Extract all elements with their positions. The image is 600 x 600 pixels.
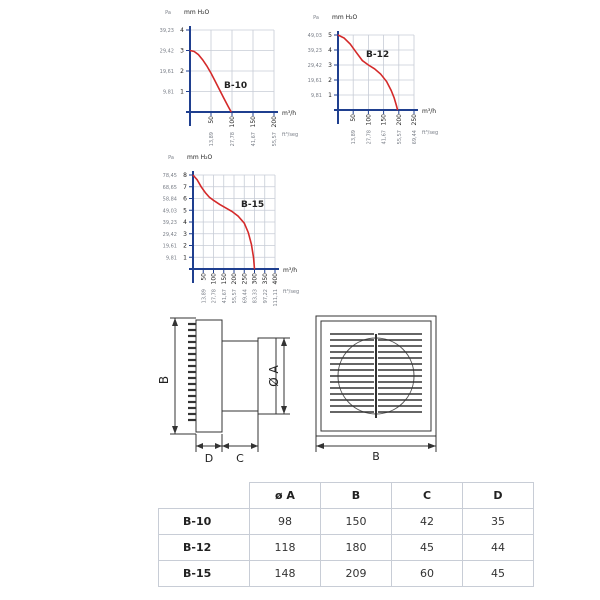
table-row [159, 509, 534, 535]
table-header-d: D [463, 483, 534, 509]
x-tick-label: 150 [380, 114, 388, 126]
pa-tick-label: 29,42 [159, 48, 174, 55]
front-view-drawing [316, 316, 436, 452]
x-tick-label: 50 [350, 114, 358, 122]
pa-tick-label: 29,42 [162, 231, 177, 238]
ft-tick-label: 13,89 [351, 130, 358, 145]
table-row [159, 535, 534, 561]
curve-point [219, 89, 220, 90]
ft-tick-label: 13,89 [201, 289, 208, 304]
pa-tick-label: 9,81 [310, 93, 322, 99]
unit-pa: Pa [168, 155, 174, 161]
unit-m3h: m³/h [283, 267, 298, 274]
side-fan-body [222, 341, 258, 411]
y-tick-label: 2 [328, 77, 332, 84]
curve-point [213, 200, 214, 201]
curve-point [201, 186, 202, 187]
ft-tick-label: 55,57 [232, 289, 238, 304]
x-tick-label: 100 [365, 114, 373, 126]
ft-tick-label: 69,44 [242, 289, 249, 304]
side-grille-plate [196, 320, 222, 432]
ft-tick-label: 55,57 [396, 130, 403, 145]
curve-point [202, 59, 203, 60]
curve-point [248, 232, 249, 233]
unit-pa: Pa [165, 10, 171, 16]
ft-tick-label: 27,78 [211, 289, 218, 304]
side-dim-c-label: C [236, 452, 244, 465]
curve-point [209, 197, 210, 198]
curve-point [211, 73, 212, 74]
table-row-model: B-12 [159, 535, 250, 561]
curve-point [251, 244, 252, 245]
y-tick-label: 3 [183, 230, 187, 238]
x-tick-label: 50 [208, 116, 215, 124]
chart-b10 [160, 9, 299, 146]
pa-tick-label: 9,81 [162, 89, 174, 96]
ft-tick-label: 27,78 [230, 132, 236, 147]
side-dim-d-label: D [204, 452, 214, 465]
pa-tick-label: 39,23 [159, 28, 174, 34]
side-dim-diameter-label: Ø A [267, 365, 281, 387]
table-header-c: C [392, 483, 463, 509]
table-cell: 150 [321, 509, 392, 535]
pa-tick-label: 19,61 [162, 243, 177, 250]
y-tick-label: 5 [183, 207, 187, 215]
curve-point [194, 51, 195, 52]
y-tick-label: 2 [180, 68, 184, 75]
y-tick-label: 4 [183, 219, 187, 226]
y-tick-label: 3 [328, 62, 332, 69]
table-cell: 180 [321, 535, 392, 561]
curve-point [223, 97, 224, 98]
unit-mmh2o: mm H₂O [187, 154, 213, 161]
pa-tick-label: 49,03 [307, 33, 322, 39]
y-tick-label: 4 [180, 27, 184, 34]
pa-tick-label: 39,23 [162, 220, 177, 226]
pa-tick-label: 49,03 [162, 208, 177, 215]
table-header-a: ø A [250, 483, 321, 509]
pa-tick-label: 68,65 [162, 184, 177, 191]
unit-m3h: m³/h [282, 110, 297, 117]
table-header-row [159, 483, 534, 509]
y-tick-label: 2 [183, 242, 187, 250]
curve-point [198, 54, 199, 55]
x-tick-label: 200 [231, 273, 238, 285]
table-header-b: B [321, 483, 392, 509]
curve-point [244, 223, 245, 224]
curve-point [394, 98, 395, 99]
table-cell: 118 [250, 535, 321, 561]
table-cell: 42 [392, 509, 463, 535]
ft-tick-label: 41,67 [251, 132, 257, 147]
chart-b12 [308, 14, 439, 144]
unit-mmh2o: mm H₂O [332, 14, 358, 21]
unit-pa: Pa [313, 15, 319, 21]
ft-tick-label: 41,67 [221, 289, 228, 304]
curve-point [227, 105, 228, 106]
curve-point [232, 211, 233, 212]
curve-point [397, 110, 398, 111]
table-cell: 60 [392, 561, 463, 587]
chart-b15 [163, 154, 300, 307]
front-dim-b-label: B [372, 450, 380, 463]
y-tick-label: 1 [180, 88, 184, 96]
ft-tick-label: 69,44 [412, 130, 418, 145]
table-cell: 45 [392, 535, 463, 561]
side-dim-b-label: B [157, 375, 171, 385]
x-tick-label: 300 [251, 273, 259, 285]
dimensions-table [158, 482, 534, 587]
table-row-model: B-10 [159, 509, 250, 535]
unit-ft3seg: ft³/seg [422, 130, 439, 136]
x-tick-label: 150 [250, 116, 257, 128]
x-tick-label: 200 [271, 116, 278, 128]
curve-point [386, 81, 387, 82]
unit-mmh2o: mm H₂O [184, 9, 210, 16]
curve-point [205, 192, 206, 193]
curve-point [391, 90, 392, 91]
y-tick-label: 5 [328, 32, 332, 39]
pa-tick-label: 29,42 [307, 63, 322, 69]
series-label: B-15 [241, 200, 265, 210]
x-tick-label: 200 [395, 114, 403, 126]
x-tick-label: 150 [220, 273, 228, 285]
curve-point [190, 50, 191, 51]
ft-tick-label: 83,33 [252, 289, 259, 304]
y-tick-label: 1 [328, 92, 332, 99]
x-tick-label: 250 [411, 114, 418, 126]
x-tick-label: 100 [210, 273, 218, 285]
table-cell: 45 [463, 561, 534, 587]
curve-point [396, 105, 397, 106]
x-tick-label: 350 [261, 273, 269, 285]
table-cell: 44 [463, 535, 534, 561]
table-row-model: B-15 [159, 561, 250, 587]
y-tick-label: 1 [183, 254, 187, 262]
table-cell: 209 [321, 561, 392, 587]
curve-point [231, 112, 232, 113]
ft-tick-label: 13,89 [209, 132, 215, 147]
table-cell: 148 [250, 561, 321, 587]
pa-tick-label: 58,84 [162, 196, 177, 203]
y-tick-label: 6 [183, 195, 187, 203]
unit-ft3seg: ft³/seg [282, 132, 299, 138]
unit-ft3seg: ft³/seg [283, 289, 300, 295]
curve-point [362, 60, 363, 61]
curve-point [206, 65, 207, 66]
x-tick-label: 250 [241, 273, 249, 285]
curve-point [338, 35, 339, 36]
y-tick-label: 7 [183, 183, 187, 191]
ft-tick-label: 55,57 [272, 132, 278, 147]
y-tick-label: 3 [180, 47, 184, 55]
pa-tick-label: 39,23 [307, 48, 322, 54]
ft-tick-label: 41,67 [381, 130, 388, 145]
pa-tick-label: 19,61 [307, 78, 322, 84]
curve-point [253, 257, 254, 258]
performance-curve [338, 35, 398, 110]
pa-tick-label: 19,61 [159, 69, 174, 75]
curve-point [374, 68, 375, 69]
curve-point [344, 38, 345, 39]
curve-point [225, 208, 226, 209]
series-label: B-10 [224, 81, 248, 91]
curve-point [193, 175, 194, 176]
table-cell: 98 [250, 509, 321, 535]
table-row [159, 561, 534, 587]
x-tick-label: 100 [229, 116, 236, 128]
ft-tick-label: 111,11 [273, 289, 279, 307]
curve-point [238, 216, 239, 217]
curve-point [350, 44, 351, 45]
curve-point [254, 269, 255, 270]
x-tick-label: 400 [272, 273, 279, 285]
y-tick-label: 4 [328, 47, 332, 54]
unit-m3h: m³/h [422, 108, 437, 115]
pa-tick-label: 9,81 [165, 255, 177, 262]
pa-tick-label: 78,45 [162, 173, 177, 179]
side-grille-fins [188, 324, 196, 420]
curve-point [356, 52, 357, 53]
table-cell: 35 [463, 509, 534, 535]
x-tick-label: 50 [200, 273, 208, 281]
y-tick-label: 8 [183, 172, 187, 179]
curve-point [219, 204, 220, 205]
curve-point [197, 179, 198, 180]
curve-point [368, 65, 369, 66]
series-label: B-12 [366, 50, 390, 60]
ft-tick-label: 97,22 [262, 289, 269, 304]
ft-tick-label: 27,78 [366, 130, 373, 145]
curve-point [215, 81, 216, 82]
curve-point [380, 74, 381, 75]
table-corner [159, 483, 250, 509]
